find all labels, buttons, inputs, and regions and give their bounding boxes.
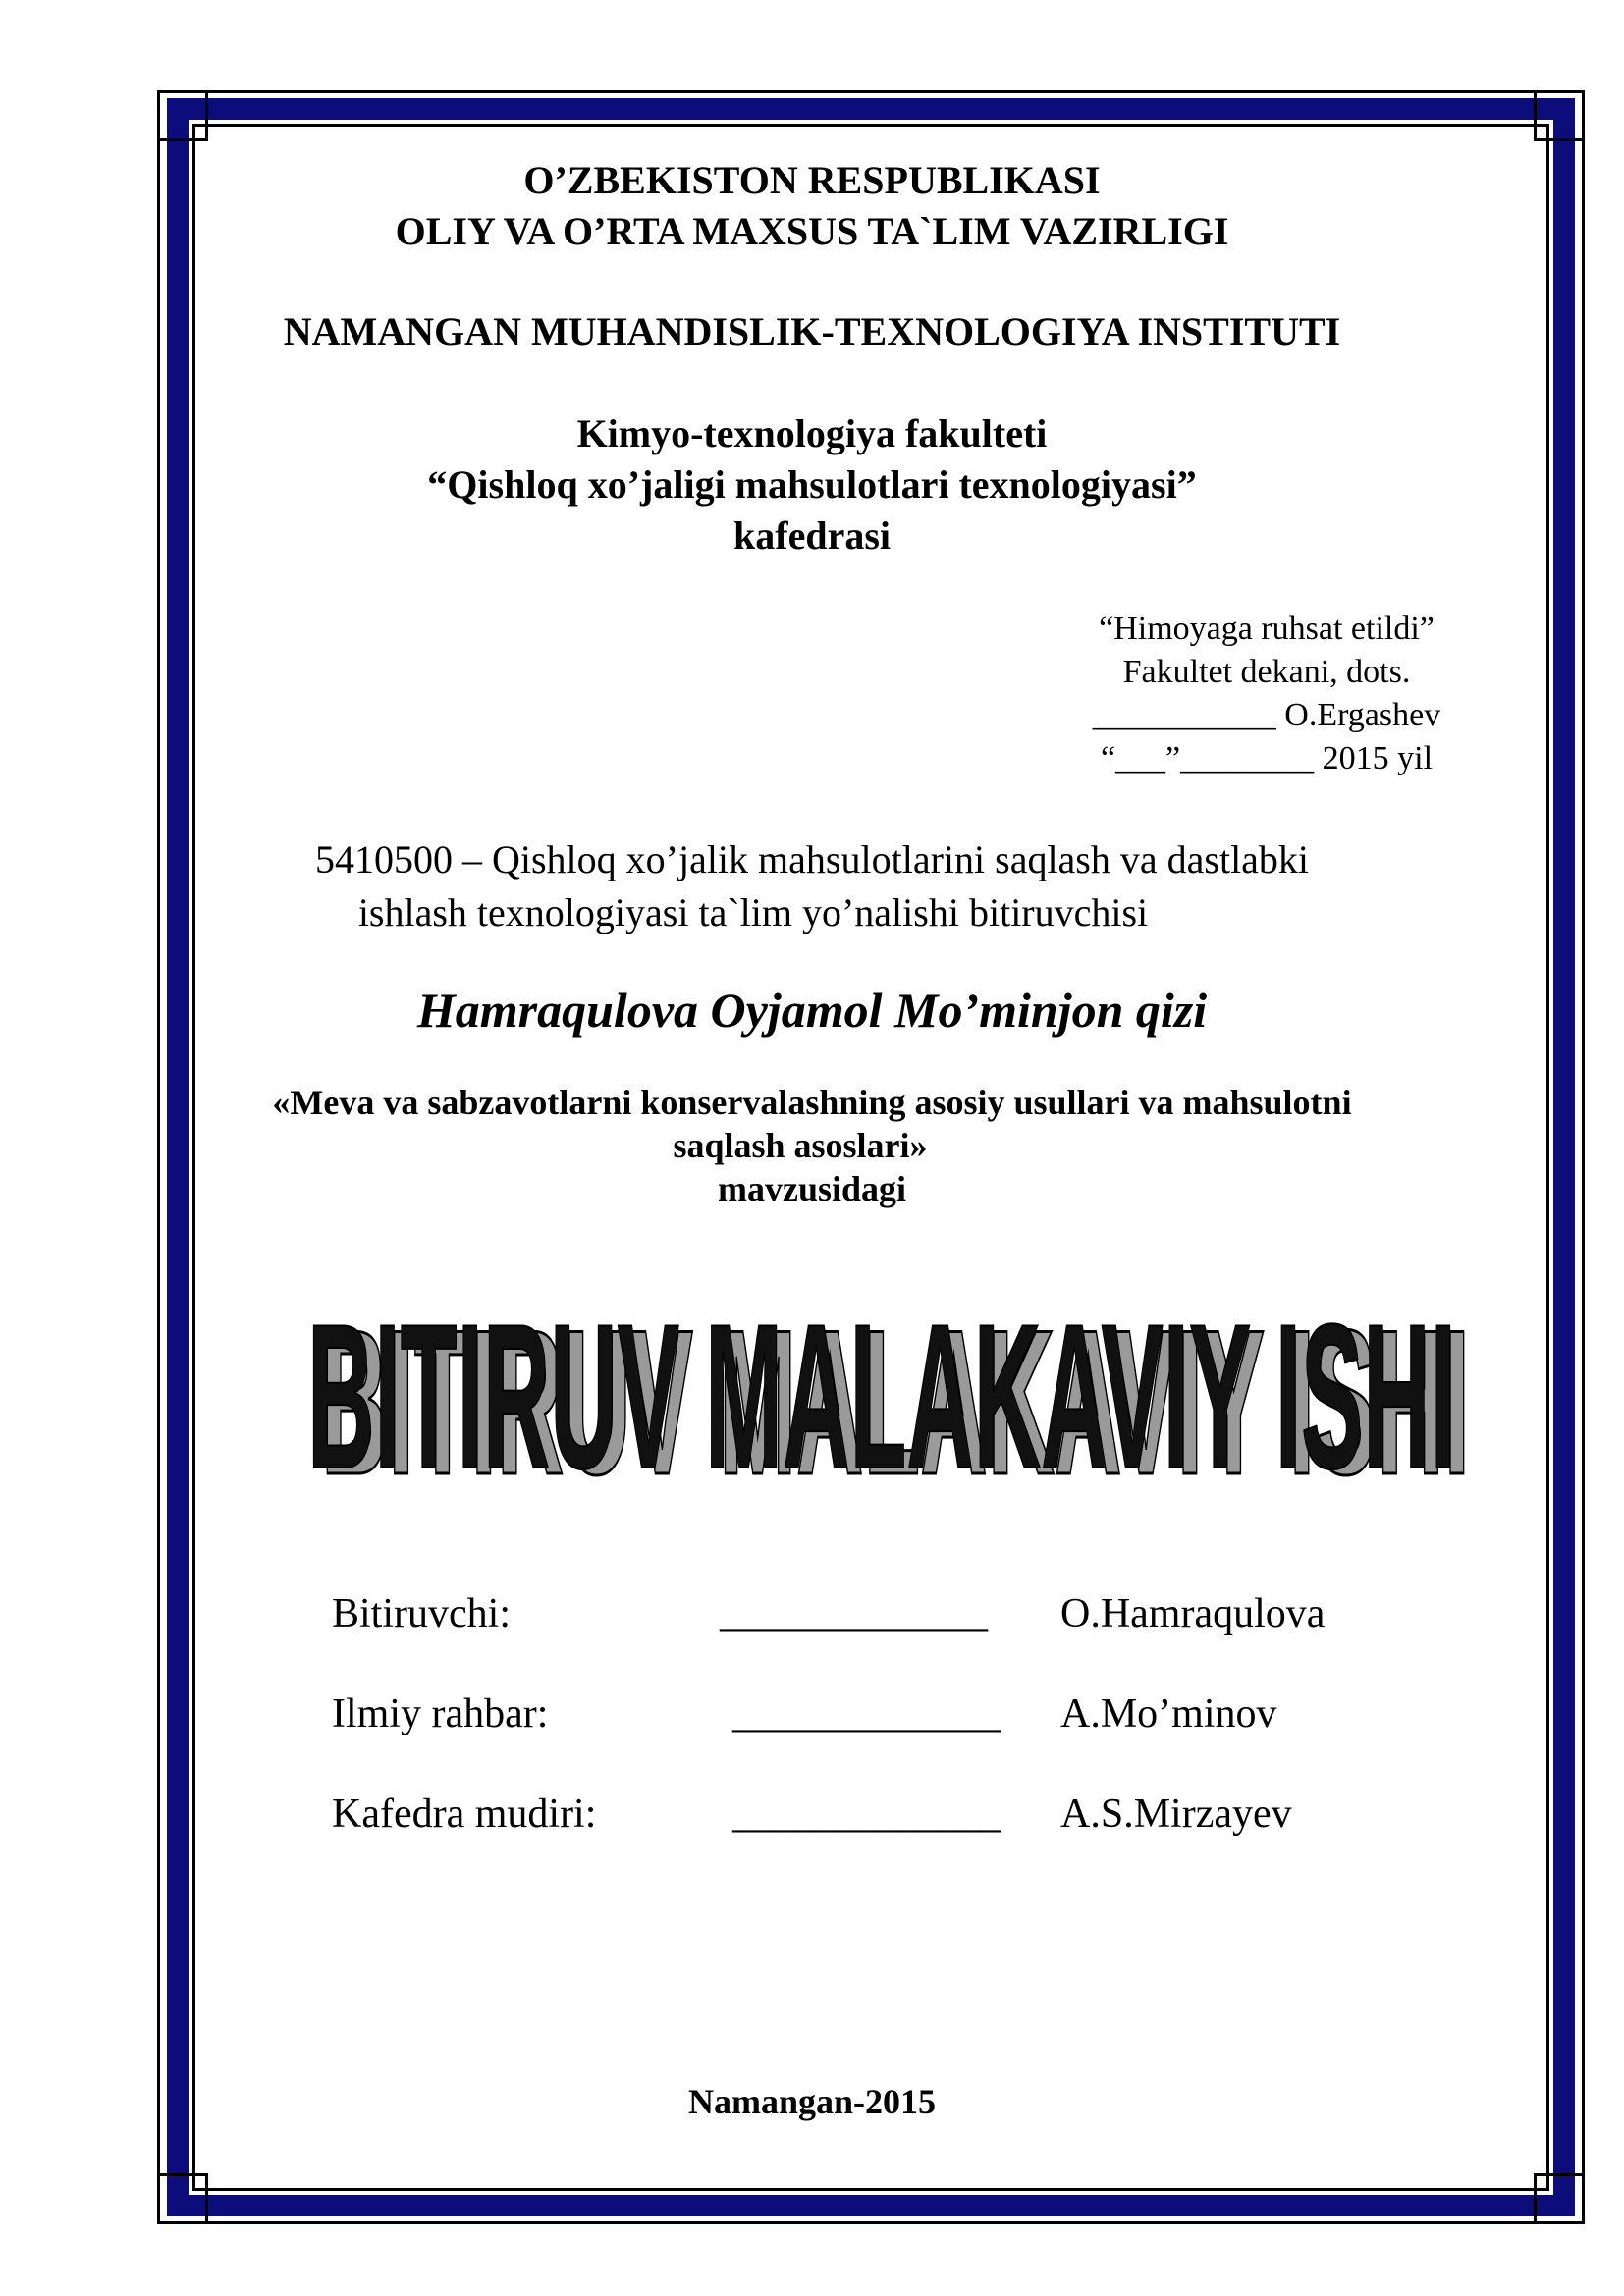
signature-blank: _____________ xyxy=(732,1691,1001,1736)
topic-line-2: saqlash asoslari» xyxy=(673,1126,928,1165)
author-name: Hamraqulova Oyjamol Mo’minjon qizi xyxy=(416,983,1208,1038)
topic-line-3: mavzusidagi xyxy=(717,1169,907,1208)
specialty-line-1: 5410500 – Qishloq xo’jalik mahsulotlarini saqlash va dastlabki xyxy=(314,837,1310,881)
border-corner-bottom-left xyxy=(157,2173,208,2224)
ministry-name: OLIY VA O’RTA MAXSUS TA`LIM VAZIRLIGI xyxy=(395,209,1229,253)
institute-name: NAMANGAN MUHANDISLIK-TEXNOLOGIYA INSTITUTI xyxy=(283,309,1341,353)
approval-heading: “Himoyaga ruhsat etildi” xyxy=(1099,611,1435,647)
place-and-year: Namangan-2015 xyxy=(687,2082,937,2121)
signature-name: A.Mo’minov xyxy=(1060,1691,1277,1736)
department-suffix: kafedrasi xyxy=(733,513,891,558)
border-corner-top-right xyxy=(1534,90,1585,141)
approval-signature-line: ___________ O.Ergashev xyxy=(1092,697,1441,733)
signature-label: Kafedra mudiri: xyxy=(332,1791,597,1837)
signature-label: Ilmiy rahbar: xyxy=(332,1691,549,1736)
signature-blank: _____________ xyxy=(732,1791,1001,1837)
border-corner-top-left xyxy=(157,90,208,141)
signature-name: A.S.Mirzayev xyxy=(1060,1791,1292,1837)
faculty-name: Kimyo-texnologiya fakulteti xyxy=(576,411,1048,455)
wordart-title xyxy=(285,1227,1483,1512)
signature-blank: _____________ xyxy=(720,1591,988,1636)
border-corner-bottom-right xyxy=(1534,2173,1585,2224)
ministry-country: O’ZBEKISTON RESPUBLIKASI xyxy=(523,158,1101,202)
department-name: “Qishloq xo’jaligi mahsulotlari texnologiyasi” xyxy=(427,462,1197,507)
wordart-title-text: BITIRUV MALAKAVIY ISHI xyxy=(307,1281,1456,1512)
specialty-line-2: ishlash texnologiyasi ta`lim yo’nalishi bitiruvchisi xyxy=(357,890,1149,934)
topic-line-1: «Meva va sabzavotlarni konservalashning asosiy usullari va mahsulotni xyxy=(272,1083,1352,1122)
signature-label: Bitiruvchi: xyxy=(332,1591,511,1636)
approval-date-line: “___”________ 2015 yil xyxy=(1100,740,1434,776)
approval-role: Fakultet dekani, dots. xyxy=(1122,654,1411,690)
wordart-title-shadow: BITIRUV MALAKAVIY ISHI xyxy=(321,1287,1470,1512)
signature-name: O.Hamraqulova xyxy=(1060,1591,1326,1636)
